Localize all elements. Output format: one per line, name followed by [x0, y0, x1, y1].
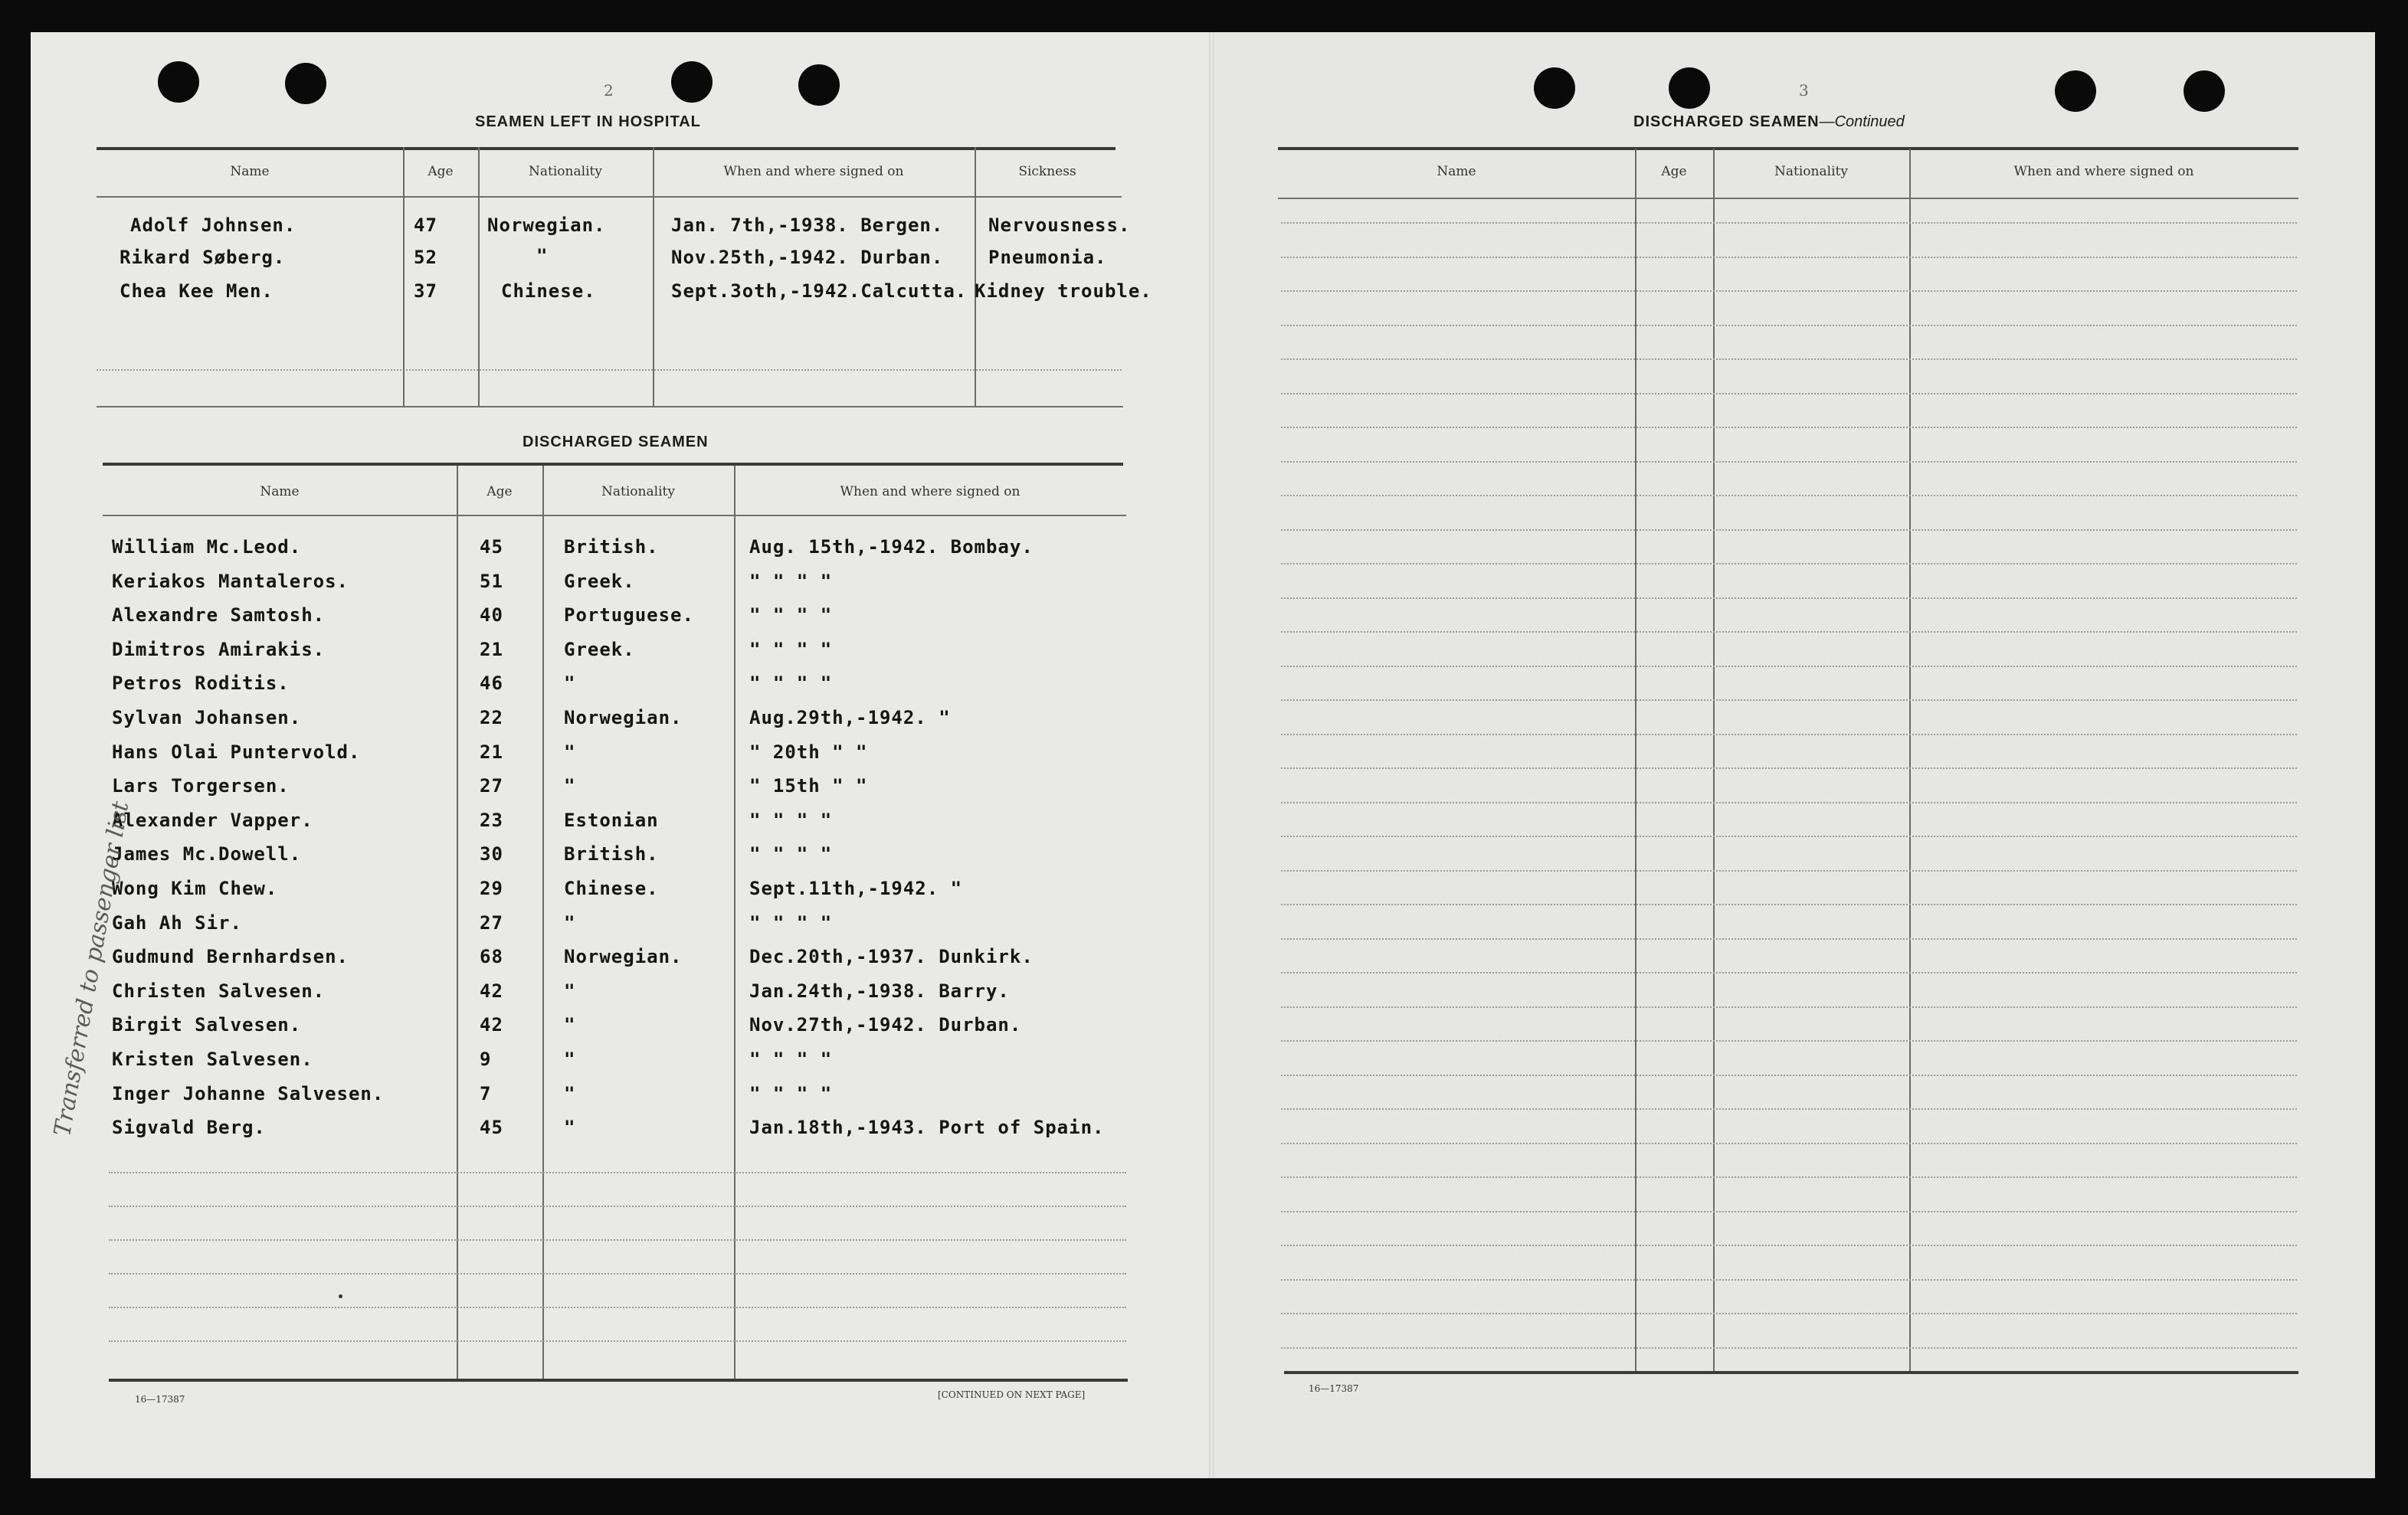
table-rule — [1281, 972, 2297, 973]
discharged-section-title: DISCHARGED SEAMEN — [523, 434, 709, 450]
form-number-right: 16—17387 — [1309, 1383, 1359, 1394]
table-rule — [1281, 427, 2297, 428]
table-rule — [109, 1273, 1126, 1274]
seaman-age: 21 — [480, 639, 503, 660]
table-rule — [1281, 358, 2297, 360]
seaman-signed-on: " " " " — [749, 571, 833, 592]
seaman-signed-on: Dec.20th,-1937. Dunkirk. — [749, 946, 1034, 967]
right-page — [1212, 32, 2375, 1478]
punch-hole — [285, 63, 326, 104]
col-header-name: Name — [1437, 164, 1476, 179]
col-header-signed-on: When and where signed on — [840, 484, 1021, 499]
right-section-title — [1633, 113, 1905, 131]
seaman-nationality: " — [564, 1014, 576, 1036]
punch-hole — [158, 61, 199, 103]
seaman-sickness: Kidney trouble. — [975, 280, 1152, 302]
table-column-divider — [1713, 149, 1715, 1371]
table-column-divider — [542, 466, 544, 1379]
punch-hole — [2055, 70, 2096, 112]
table-rule — [1281, 1279, 2297, 1281]
form-number-left: 16—17387 — [135, 1394, 185, 1405]
seaman-nationality: Chinese. — [501, 280, 596, 302]
seaman-age: 27 — [480, 775, 503, 797]
table-rule — [1281, 1006, 2297, 1008]
table-rule — [97, 196, 1122, 198]
seaman-age: 45 — [480, 1117, 503, 1138]
seaman-name: Keriakos Mantaleros. — [112, 571, 349, 592]
seaman-age: 27 — [480, 912, 503, 934]
table-column-divider — [734, 466, 736, 1379]
seaman-name: Rikard Søberg. — [120, 247, 286, 268]
seaman-signed-on: " " " " — [749, 604, 833, 626]
seaman-name: James Mc.Dowell. — [112, 843, 302, 865]
table-rule — [1278, 147, 2298, 150]
seaman-nationality: " — [536, 245, 549, 267]
table-rule — [1281, 529, 2297, 531]
seaman-age: 9 — [480, 1049, 492, 1070]
seaman-age: 51 — [480, 571, 503, 592]
table-column-divider — [653, 147, 654, 407]
seaman-signed-on: " " " " — [749, 1049, 833, 1070]
seaman-age: 42 — [480, 980, 503, 1002]
seaman-name: Adolf Johnsen. — [130, 214, 296, 236]
seaman-age: 23 — [480, 810, 503, 831]
table-rule — [1281, 1245, 2297, 1246]
seaman-name: Chea Kee Men. — [120, 280, 274, 302]
seaman-age: 21 — [480, 741, 503, 763]
seaman-nationality: " — [564, 980, 576, 1002]
seaman-nationality: Estonian — [564, 810, 659, 831]
table-column-divider — [478, 147, 480, 407]
seaman-name: Gah Ah Sir. — [112, 912, 242, 934]
table-rule — [97, 147, 1116, 150]
seaman-age: 40 — [480, 604, 503, 626]
table-column-divider — [457, 466, 458, 1379]
col-header-signed-on: When and where signed on — [723, 164, 904, 179]
seaman-age: 37 — [414, 280, 437, 302]
seaman-name: Lars Torgersen. — [112, 775, 290, 797]
seaman-name: Sigvald Berg. — [112, 1117, 266, 1138]
seaman-name: Petros Roditis. — [112, 672, 290, 694]
col-header-nationality: Nationality — [1774, 164, 1848, 179]
col-header-nationality: Nationality — [601, 484, 675, 499]
page-fold — [1209, 32, 1214, 1478]
table-rule — [1281, 734, 2297, 735]
seaman-nationality: Greek. — [564, 571, 635, 592]
seaman-name: Inger Johanne Salvesen. — [112, 1083, 385, 1104]
col-header-age: Age — [1661, 164, 1687, 179]
table-rule — [1281, 870, 2297, 872]
seaman-signed-on: Nov.27th,-1942. Durban. — [749, 1014, 1022, 1036]
table-rule — [109, 1340, 1126, 1342]
seaman-sickness: Nervousness. — [988, 214, 1131, 236]
seaman-nationality: British. — [564, 843, 659, 865]
seaman-name: Sylvan Johansen. — [112, 707, 302, 728]
col-header-age: Age — [487, 484, 513, 499]
seaman-age: 46 — [480, 672, 503, 694]
punch-hole — [1669, 67, 1710, 109]
table-rule — [109, 1239, 1126, 1241]
table-rule — [1281, 938, 2297, 940]
seaman-age: 68 — [480, 946, 503, 967]
seaman-signed-on: Jan.18th,-1943. Port of Spain. — [749, 1117, 1105, 1138]
seaman-signed-on: Aug.29th,-1942. " — [749, 707, 951, 728]
table-rule — [1281, 1040, 2297, 1042]
table-rule — [1281, 597, 2297, 599]
table-column-divider — [1635, 149, 1636, 1371]
table-rule — [1278, 198, 2298, 199]
table-rule — [1281, 1075, 2297, 1076]
table-column-divider — [1909, 149, 1911, 1371]
table-rule — [1281, 495, 2297, 496]
seaman-signed-on: " " " " — [749, 672, 833, 694]
table-rule — [103, 515, 1126, 516]
table-rule — [1281, 461, 2297, 463]
seaman-age: 22 — [480, 707, 503, 728]
seaman-nationality: " — [564, 1083, 576, 1104]
seaman-age: 45 — [480, 536, 503, 558]
seaman-age: 30 — [480, 843, 503, 865]
table-rule — [97, 369, 1122, 371]
seaman-signed-on: Aug. 15th,-1942. Bombay. — [749, 536, 1034, 558]
seaman-name: Dimitros Amirakis. — [112, 639, 326, 660]
table-rule — [1281, 836, 2297, 837]
seaman-nationality: Greek. — [564, 639, 635, 660]
table-rule — [1281, 699, 2297, 701]
table-rule — [1281, 325, 2297, 326]
seaman-nationality: " — [564, 1049, 576, 1070]
seaman-name: Christen Salvesen. — [112, 980, 326, 1002]
table-rule — [1281, 1211, 2297, 1212]
punch-hole — [671, 61, 713, 103]
col-header-nationality: Nationality — [529, 164, 602, 179]
seaman-name: William Mc.Leod. — [112, 536, 302, 558]
seaman-age: 7 — [480, 1083, 492, 1104]
seaman-name: Hans Olai Puntervold. — [112, 741, 361, 763]
seaman-name: Gudmund Bernhardsen. — [112, 946, 349, 967]
table-column-divider — [975, 147, 976, 407]
seaman-nationality: Norwegian. — [564, 707, 683, 728]
seaman-nationality: " — [564, 672, 576, 694]
seaman-age: 52 — [414, 247, 437, 268]
seaman-name: Alexandre Samtosh. — [112, 604, 326, 626]
seaman-signed-on: " " " " — [749, 912, 833, 934]
table-rule — [1281, 1347, 2297, 1349]
punch-hole — [798, 64, 840, 106]
seaman-signed-on: Nov.25th,-1942. Durban. — [671, 247, 944, 268]
hospital-section-title: SEAMEN LEFT IN HOSPITAL — [475, 113, 701, 130]
table-column-divider — [403, 147, 405, 407]
table-rule — [1281, 666, 2297, 667]
table-rule — [1281, 631, 2297, 633]
table-rule — [1281, 1108, 2297, 1110]
seaman-nationality: Portuguese. — [564, 604, 694, 626]
seaman-name: Alexander Vapper. — [112, 810, 313, 831]
table-rule — [1281, 1313, 2297, 1314]
page-number-right: 3 — [1799, 81, 1809, 100]
col-header-sickness: Sickness — [1018, 164, 1076, 179]
col-header-name: Name — [230, 164, 270, 179]
table-rule — [1281, 767, 2297, 769]
punch-hole — [1534, 67, 1575, 109]
continued-note: [CONTINUED ON NEXT PAGE] — [938, 1389, 1086, 1400]
seaman-nationality: " — [564, 741, 576, 763]
seaman-sickness: Pneumonia. — [988, 247, 1107, 268]
table-rule — [1281, 257, 2297, 258]
seaman-signed-on: " " " " — [749, 1083, 833, 1104]
table-rule — [1281, 1176, 2297, 1178]
seaman-signed-on: " " " " — [749, 810, 833, 831]
seaman-signed-on: Sept.3oth,-1942.Calcutta. — [671, 280, 968, 302]
col-header-signed-on: When and where signed on — [2013, 164, 2194, 179]
seaman-nationality: " — [564, 912, 576, 934]
table-rule — [1281, 222, 2297, 224]
seaman-name: Birgit Salvesen. — [112, 1014, 302, 1036]
seaman-age: 47 — [414, 214, 437, 236]
seaman-nationality: Norwegian. — [564, 946, 683, 967]
table-rule — [1281, 1143, 2297, 1144]
table-rule — [1281, 393, 2297, 394]
ink-dot — [339, 1294, 342, 1298]
seaman-nationality: " — [564, 1117, 576, 1138]
seaman-nationality: Chinese. — [564, 878, 659, 899]
seaman-nationality: " — [564, 775, 576, 797]
table-rule — [109, 1379, 1128, 1382]
seaman-signed-on: " 15th " " — [749, 775, 868, 797]
seaman-signed-on: " 20th " " — [749, 741, 868, 763]
seaman-name: Kristen Salvesen. — [112, 1049, 313, 1070]
table-rule — [109, 1206, 1126, 1207]
seaman-nationality: British. — [564, 536, 659, 558]
table-rule — [97, 406, 1123, 407]
seaman-signed-on: Jan.24th,-1938. Barry. — [749, 980, 1010, 1002]
punch-hole — [2184, 70, 2225, 112]
table-rule — [109, 1307, 1126, 1308]
table-rule — [1281, 802, 2297, 803]
seaman-age: 42 — [480, 1014, 503, 1036]
seaman-signed-on: " " " " — [749, 843, 833, 865]
table-rule — [1281, 904, 2297, 905]
seaman-signed-on: Sept.11th,-1942. " — [749, 878, 963, 899]
table-rule — [109, 1172, 1126, 1173]
seaman-name: Wong Kim Chew. — [112, 878, 278, 899]
seaman-age: 29 — [480, 878, 503, 899]
seaman-signed-on: Jan. 7th,-1938. Bergen. — [671, 214, 944, 236]
col-header-name: Name — [260, 484, 300, 499]
table-rule — [1281, 563, 2297, 564]
handwritten-note: Transferred to passenger list — [49, 799, 135, 1139]
table-rule — [1284, 1371, 2298, 1374]
page-number-left: 2 — [604, 81, 614, 100]
right-title-suffix: —Continued — [1819, 113, 1905, 130]
seaman-signed-on: " " " " — [749, 639, 833, 660]
col-header-age: Age — [428, 164, 454, 179]
seaman-nationality: Norwegian. — [487, 214, 606, 236]
right-title-text: DISCHARGED SEAMEN — [1633, 113, 1820, 130]
table-rule — [1281, 290, 2297, 292]
table-rule — [103, 463, 1123, 466]
